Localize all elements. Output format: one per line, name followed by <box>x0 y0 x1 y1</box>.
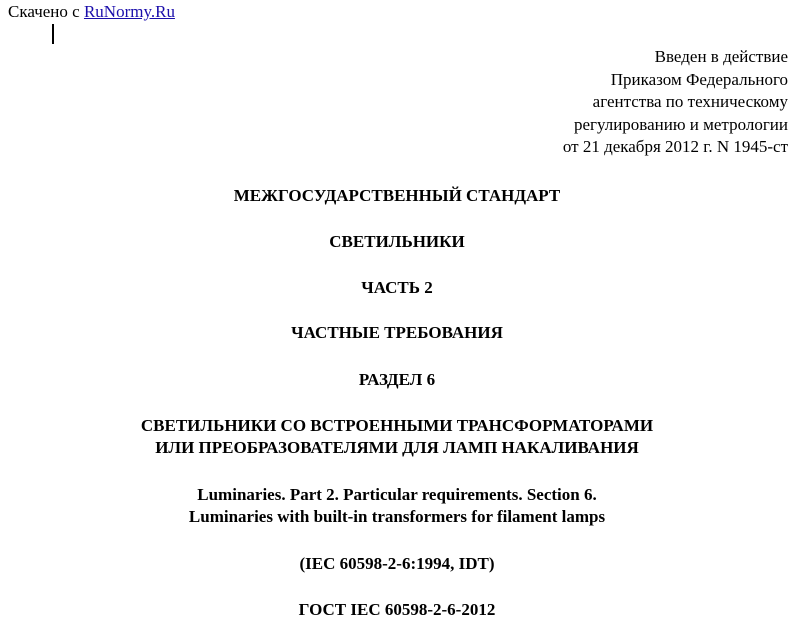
gost-number: ГОСТ IEC 60598-2-6-2012 <box>298 600 496 619</box>
subject-heading <box>0 415 794 459</box>
source-prefix: Скачено с <box>8 2 84 21</box>
enactment-line: Введен в действие <box>654 47 788 66</box>
requirements-heading: ЧАСТНЫЕ ТРЕБОВАНИЯ <box>291 323 503 342</box>
runormy-link[interactable]: RuNormy.Ru <box>83 2 175 21</box>
subject-line: СВЕТИЛЬНИКИ СО ВСТРОЕННЫМИ ТРАНСФОРМАТОРАМИ <box>140 416 654 435</box>
english-title-line: Luminaries with built-in transformers for filament lamps <box>188 507 606 526</box>
source-line <box>8 2 175 22</box>
enactment-notice <box>563 46 788 159</box>
english-title-line: Luminaries. Part 2. Particular requirements. Section 6. <box>197 485 597 504</box>
enactment-line: Приказом Федерального <box>610 69 788 89</box>
standard-type-heading: МЕЖГОСУДАРСТВЕННЫЙ СТАНДАРТ <box>233 186 561 205</box>
english-title <box>0 484 794 528</box>
subject-line: ИЛИ ПРЕОБРАЗОВАТЕЛЯМИ ДЛЯ ЛАМП НАКАЛИВАНИЯ <box>155 438 639 457</box>
enactment-line: регулированию и метрологии <box>573 114 788 134</box>
enactment-line: от 21 декабря 2012 г. N 1945-ст <box>562 137 788 156</box>
iec-reference: (IEC 60598-2-6:1994, IDT) <box>299 554 495 573</box>
section-heading: РАЗДЕЛ 6 <box>358 370 436 389</box>
part-heading: ЧАСТЬ 2 <box>361 278 433 297</box>
text-cursor <box>52 24 54 44</box>
luminaires-heading: СВЕТИЛЬНИКИ <box>329 232 465 251</box>
enactment-line: агентства по техническому <box>592 92 788 111</box>
